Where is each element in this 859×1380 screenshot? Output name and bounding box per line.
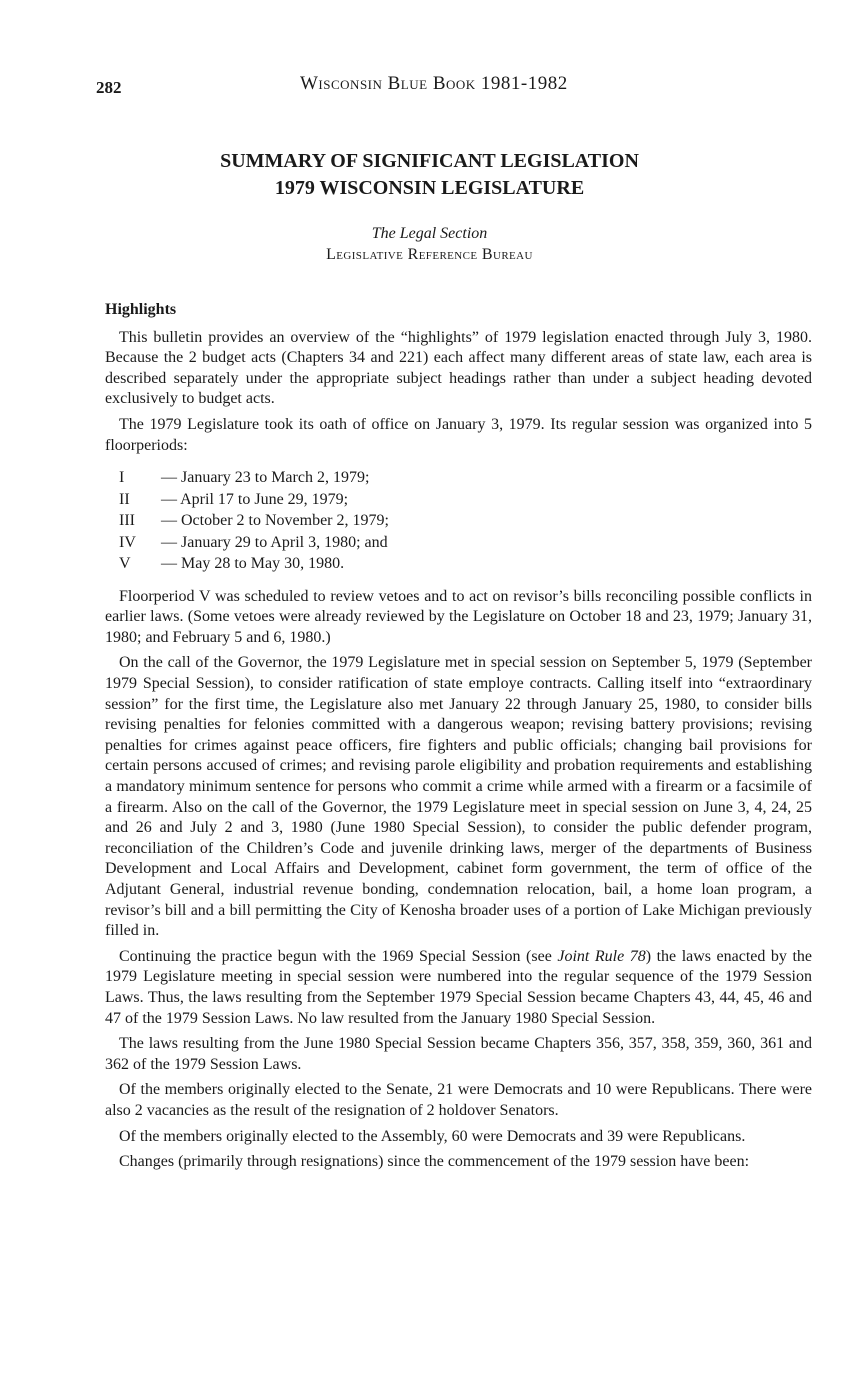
paragraph-8: Of the members originally elected to the Assembly, 60 were Democrats and 39 were Republicans.: [119, 1127, 746, 1145]
floorperiod-list: [119, 467, 812, 575]
byline-bureau: Legislative Reference Bureau: [326, 246, 533, 263]
title-line-2: 1979 WISCONSIN LEGISLATURE: [274, 177, 585, 199]
document-body: [105, 300, 812, 1178]
paragraph-4: On the call of the Governor, the 1979 Legislature met in special session on September 5, 1979 (September 1979 Special Session), to consider ratification of state employe contracts. Calling itself into “extraordinary session” for the first time, the Legislature also met January 22 through January 25, 1980, to consider bills revising penalties for felonies committed with a dangerous weapon; revising battery provisions; revising penalties for crimes against peace officers, fire fighters and public officials; changing bail provisions for certain persons accused of crimes; and revising parole eligibility and probation requirements and establishing a mandatory minimum sentence for persons who commit a crime while armed with a firearm or a facsimile of a firearm. Also on the call of the Governor, the 1979 Legislature meet in special session on June 3, 4, 24, 25 and 26 and July 2 and 3, 1980 (June 1980 Special Session), to consider the public defender program, reconciliation of the Children’s Code and juvenile drinking laws, merger of the departments of Business Development and Local Affairs and Development, cabinet form government, the term of office of the Adjutant General, industrial revenue bonding, condemnation relocation, bail, a home loan program, a revisor’s bill and a bill permitting the City of Kenosha broader uses of a portion of Lake Michigan previously filled in.: [105, 654, 812, 940]
paragraph-2: The 1979 Legislature took its oath of office on January 3, 1979. Its regular session was organized into 5 floorperiods:: [105, 415, 812, 454]
page-number: 282: [96, 78, 122, 97]
byline: [0, 223, 859, 265]
byline-section: The Legal Section: [371, 225, 488, 242]
floorperiod-item: [119, 467, 812, 489]
floorperiod-dates: — May 28 to May 30, 1980.: [161, 555, 345, 573]
floorperiod-item: [119, 510, 812, 532]
floorperiod-numeral: V: [119, 555, 131, 573]
document-title: [0, 148, 859, 202]
floorperiod-numeral: III: [119, 512, 135, 530]
floorperiod-item: [119, 553, 812, 575]
floorperiod-numeral: II: [119, 490, 130, 508]
floorperiod-dates: — January 23 to March 2, 1979;: [161, 469, 370, 487]
floorperiod-item: [119, 532, 812, 554]
floorperiod-dates: — October 2 to November 2, 1979;: [161, 512, 389, 530]
paragraph-9: Changes (primarily through resignations) since the commencement of the 1979 session have been:: [119, 1153, 750, 1171]
paragraph-5-before: Continuing the practice begun with the 1969 Special Session (see: [119, 947, 558, 965]
joint-rule-citation: Joint Rule 78: [557, 947, 646, 965]
running-head: Wisconsin Blue Book 1981-1982: [300, 73, 568, 94]
paragraph-3: Floorperiod V was scheduled to review vetoes and to act on revisor’s bills reconciling possible conflicts in earlier laws. (Some vetoes were already reviewed by the Legislature on October 18 and 23, 1979; January 31, 1980; and February 5 and 6, 1980.): [105, 587, 812, 646]
title-line-1: SUMMARY OF SIGNIFICANT LEGISLATION: [220, 150, 639, 172]
paragraph-5: [105, 947, 812, 1029]
floorperiod-dates: — April 17 to June 29, 1979;: [161, 490, 349, 508]
paragraph-5-after: ) the laws enacted by the 1979 Legislature meeting in special session were numbered into the regular sequence of the 1979 Session Laws. Thus, the laws resulting from the September 1979 Special Session became Chapters 43, 44, 45, 46 and 47 of the 1979 Session Laws. No law resulted from the January 1980 Special Session.: [105, 947, 813, 1027]
floorperiod-item: [119, 489, 812, 511]
paragraph-1: This bulletin provides an overview of the “highlights” of 1979 legislation enacted through July 3, 1980. Because the 2 budget acts (Chapters 34 and 221) each affect many different areas of state law, each area is described separately under the appropriate subject headings rather than under a subject heading devoted exclusively to budget acts.: [105, 328, 812, 408]
section-heading: Highlights: [105, 301, 177, 318]
floorperiod-numeral: IV: [119, 533, 136, 551]
paragraph-7: Of the members originally elected to the Senate, 21 were Democrats and 10 were Republicans. There were also 2 vacancies as the result of the resignation of 2 holdover Senators.: [105, 1081, 812, 1119]
floorperiod-numeral: I: [119, 469, 125, 487]
floorperiod-dates: — January 29 to April 3, 1980; and: [161, 533, 388, 551]
paragraph-6: The laws resulting from the June 1980 Special Session became Chapters 356, 357, 358, 359, 360, 361 and 362 of the 1979 Session Laws.: [105, 1035, 812, 1073]
